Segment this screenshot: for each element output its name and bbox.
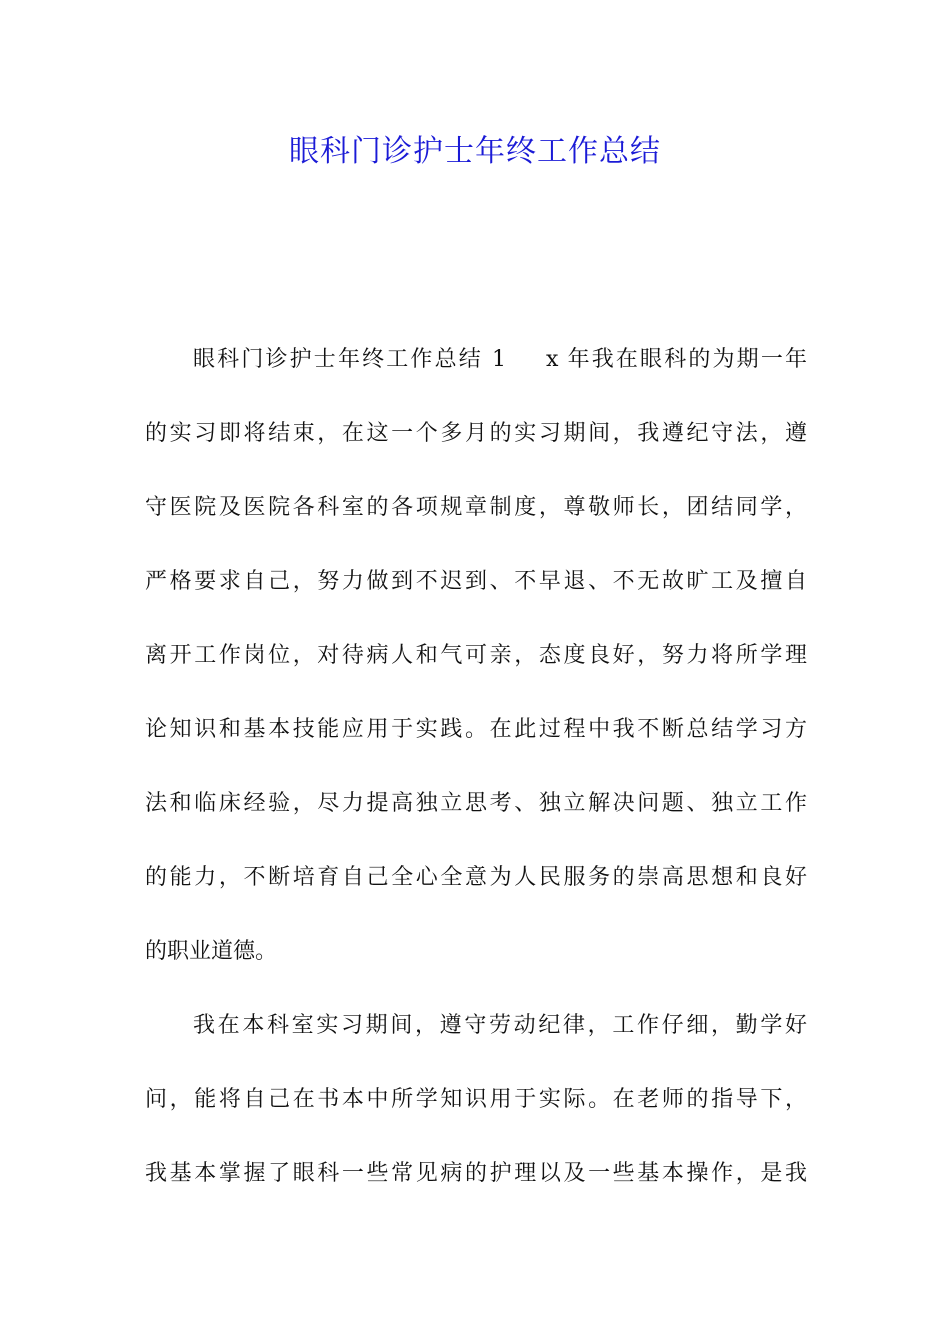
inline-heading: 眼科门诊护士年终工作总结 1 [193, 347, 507, 372]
paragraph-line: 的能力，不断培育自己全心全意为人民服务的崇高思想和良好 [145, 865, 807, 890]
paragraph-line: 的职业道德。 [145, 939, 278, 964]
paragraph-line: 法和临床经验，尽力提高独立思考、独立解决问题、独立工作 [145, 791, 807, 816]
paragraph-line: 我基本掌握了眼科一些常见病的护理以及一些基本操作，是我 [145, 1161, 807, 1186]
document-title: 眼科门诊护士年终工作总结 [289, 134, 661, 169]
paragraph-line: 的实习即将结束，在这一个多月的实习期间，我遵纪守法，遵 [145, 421, 807, 446]
paragraph-line [145, 338, 807, 412]
document-body [145, 338, 807, 1226]
paragraph-line: 我在本科室实习期间，遵守劳动纪律，工作仔细，勤学好 [193, 1013, 807, 1038]
paragraph-text: x 年我在眼科的为期一年 [546, 347, 807, 372]
paragraph-1 [145, 338, 807, 1004]
paragraph-line: 严格要求自己，努力做到不迟到、不早退、不无故旷工及擅自 [145, 569, 807, 594]
paragraph-line: 守医院及医院各科室的各项规章制度，尊敬师长，团结同学， [145, 495, 807, 520]
paragraph-line: 问，能将自己在书本中所学知识用于实际。在老师的指导下， [145, 1087, 807, 1112]
paragraph-line: 论知识和基本技能应用于实践。在此过程中我不断总结学习方 [145, 717, 807, 742]
paragraph-2 [145, 1004, 807, 1226]
paragraph-line: 离开工作岗位，对待病人和气可亲，态度良好，努力将所学理 [145, 643, 807, 668]
